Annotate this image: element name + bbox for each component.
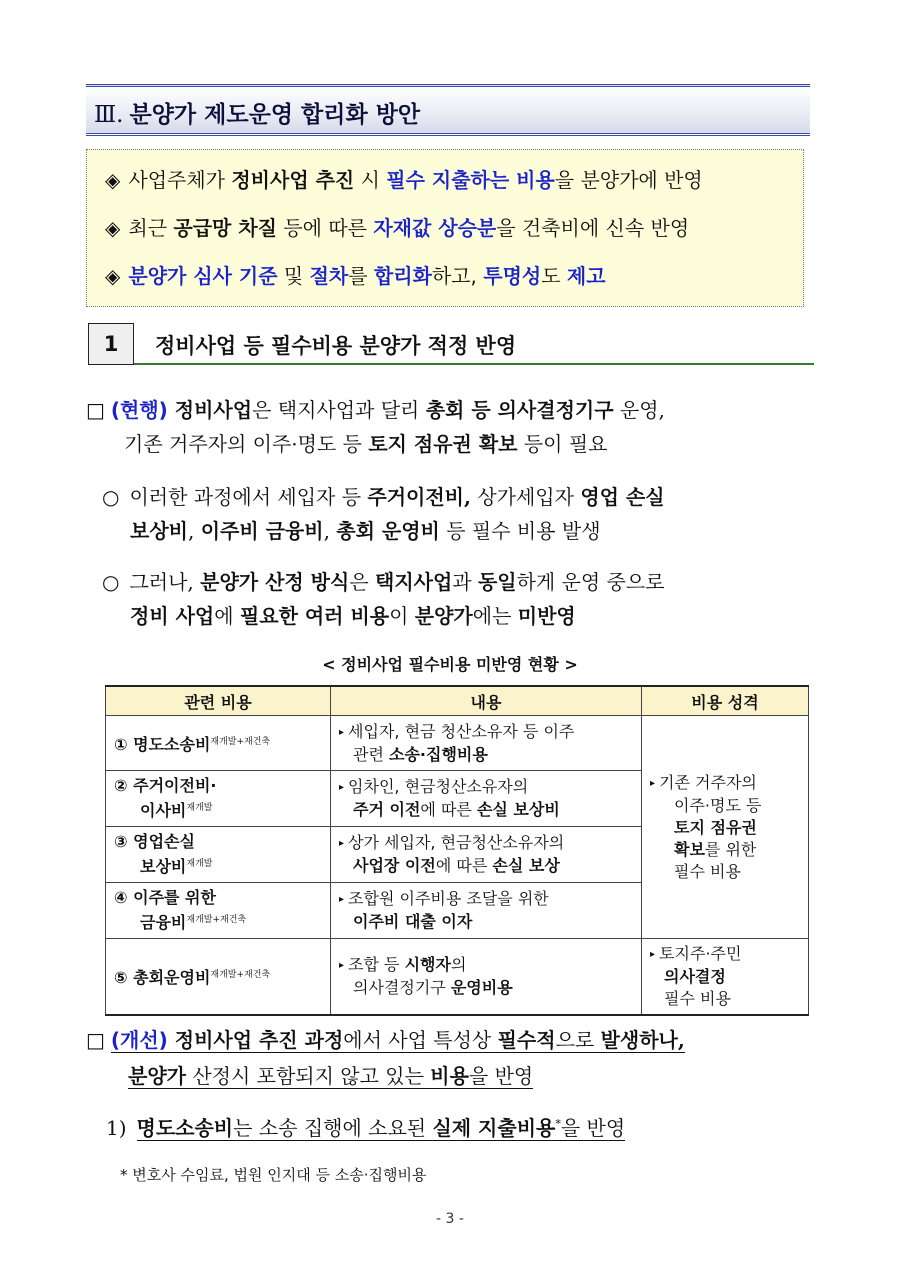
cost-nature-cell-1: ▸ 기존 거주자의 이주·명도 등 토지 점유권 확보를 위한 필수 비용 [642,716,809,939]
section-title: Ⅲ. 분양가 제도운영 합리화 방안 [94,102,421,128]
table-row: ④ 이주를 위한 금융비$^{재개발+재건축}$ ▸ 조합원 이주비용 조달을 위한 이주비 대출 이자 [106,883,809,939]
process-cost-line-1: ○ 이러한 과정에서 세입자 등 주거이전비, 상가세입자 영업 손실 [102,485,665,509]
improvement-line-1: □ (개선) 정비사업 추진 과정에서 사업 특성상 필수적으로 발생하나, [86,1028,685,1052]
table-caption: < 정비사업 필수비용 미반영 현황 > [322,655,578,674]
footnote: * 변호사 수임료, 법원 인지대 등 소송·집행비용 [120,1166,427,1184]
summary-box [86,149,804,307]
table-header: 내용 [331,686,642,716]
cost-table [105,685,809,1016]
table-header: 관련 비용 [106,686,331,716]
method-line-1: ○ 그러나, 분양가 산정 방식은 택지사업과 동일하게 운영 중으로 [102,570,665,594]
summary-line-2: ◈ 최근 공급망 차질 등에 따른 자재값 상승분을 건축비에 신속 반영 [105,216,690,240]
cost-nature-cell-2: ▸ 토지주·주민 의사결정 필수 비용 [642,939,809,1016]
subsection-divider [134,363,814,365]
table-row: ③ 영업손실 보상비$^{재개발}$ ▸ 상가 세입자, 현금청산소유자의 사업장 이전에 따른 손실 보상 [106,827,809,883]
summary-line-3: ◈ 분양가 심사 기준 및 절차를 합리화하고, 투명성도 제고 [105,264,606,288]
table-row: ② 주거이전비· 이사비$^{재개발}$ ▸ 임차인, 현금청산소유자의 주거 이전에 따른 손실 보상비 [106,771,809,827]
process-cost-line-2: 보상비, 이주비 금융비, 총회 운영비 등 필수 비용 발생 [130,519,601,543]
current-status-line-2: 기존 거주자의 이주·명도 등 토지 점유권 확보 등이 필요 [124,432,608,456]
table-row: ① 명도소송비$^{재개발+재건축}$ ▸ 세입자, 현금 청산소유자 등 이주 관련 소송·집행비용 ▸ 기존 거주자의 이주·명도 등 토지 점유권 확보를 위한 필수 비용 [106,716,809,771]
improvement-line-2: 분양가 산정시 포함되지 않고 있는 비용을 반영 [128,1064,534,1088]
page-number: - 3 - [436,1211,464,1227]
table-row: ⑤ 총회운영비$^{재개발+재건축}$ ▸ 조합 등 시행자의 의사결정기구 운영비용 ▸ 토지주·주민 의사결정 필수 비용 [106,939,809,1016]
subsection-title: 정비사업 등 필수비용 분양가 적정 반영 [155,334,517,358]
summary-line-1: ◈ 사업주체가 정비사업 추진 시 필수 지출하는 비용을 분양가에 반영 [105,168,703,192]
current-status-line-1: □ (현행) 정비사업은 택지사업과 달리 총회 등 의사결정기구 운영, [86,398,665,422]
method-line-2: 정비 사업에 필요한 여러 비용이 분양가에는 미반영 [130,604,576,628]
item-1-line: 1) 명도소송비는 소송 집행에 소요된 실제 지출비용*을 반영 [106,1116,626,1140]
subsection-number: 1 [88,323,134,365]
section-header [86,84,810,136]
table-header: 비용 성격 [642,686,809,716]
